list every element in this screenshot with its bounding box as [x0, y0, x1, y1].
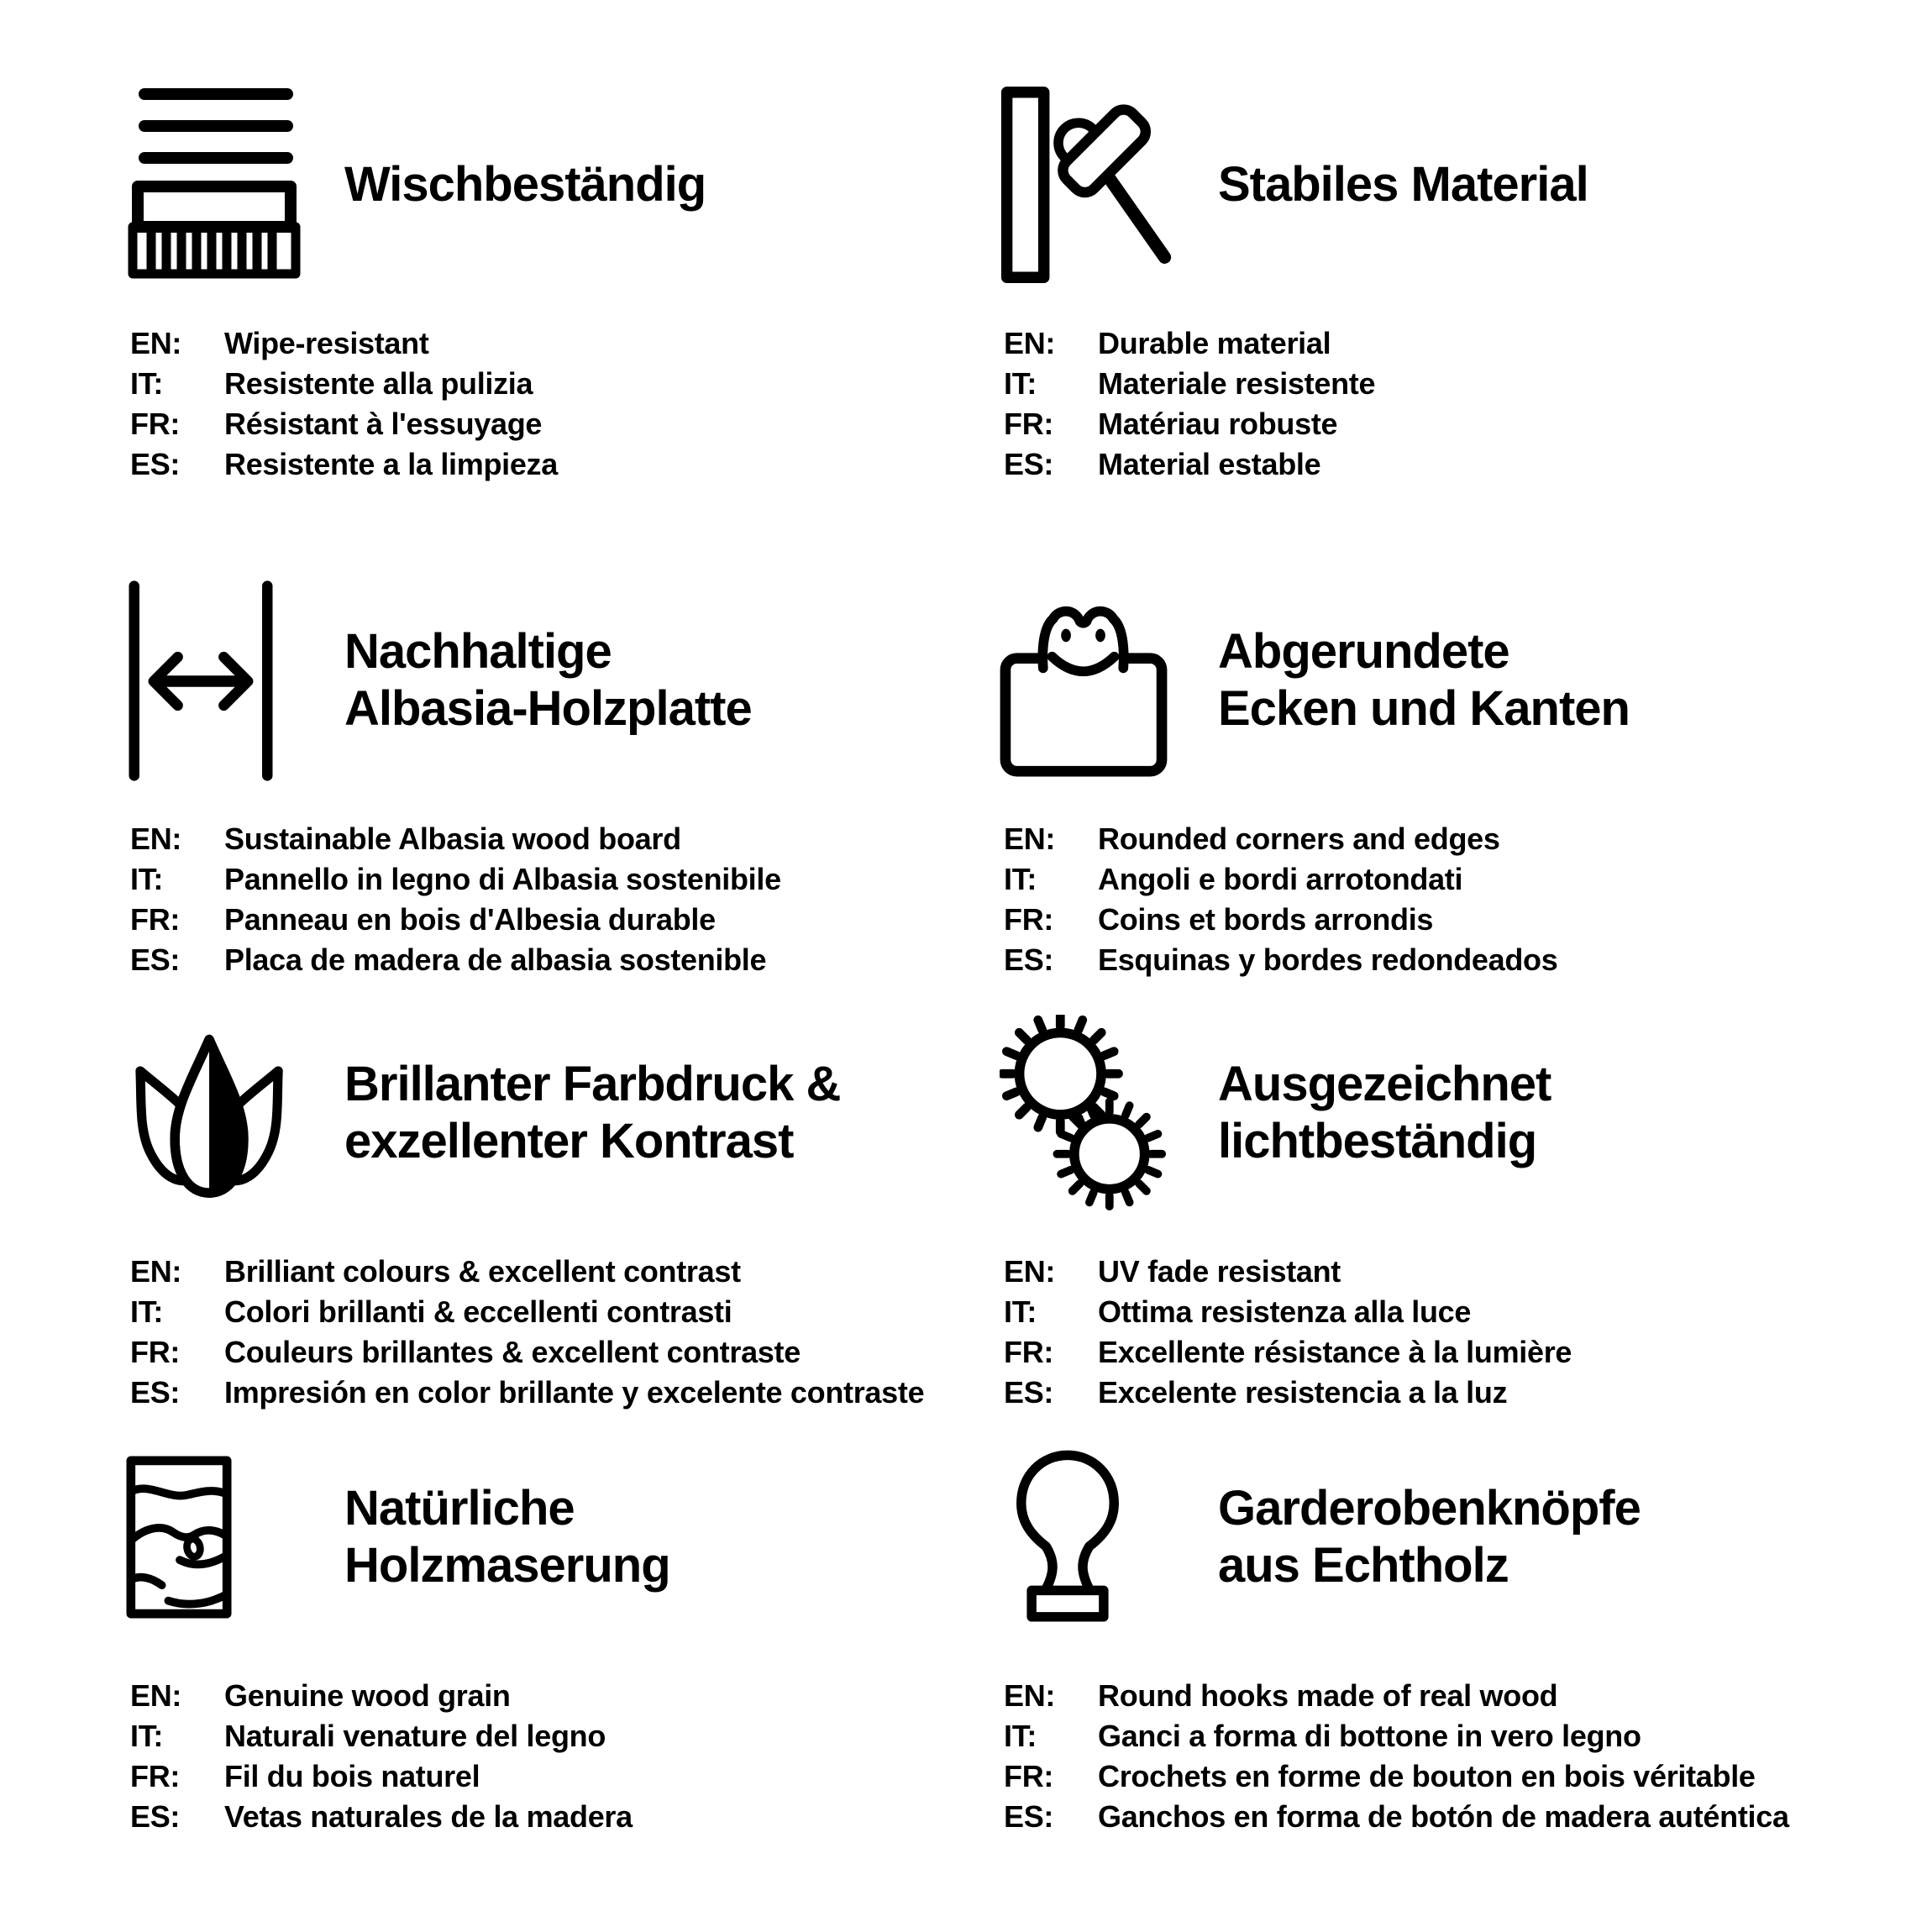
language-label: ES:: [130, 447, 181, 481]
wood-grain-icon: [126, 1456, 307, 1619]
language-label: ES:: [1004, 942, 1054, 977]
feature-title: [344, 1056, 840, 1170]
wooden-knob-icon: [1000, 1445, 1180, 1630]
feature-wooden-knobs: [1000, 1436, 1873, 1837]
language-label: EN:: [1004, 1678, 1056, 1713]
translation-text: Wipe-resistant: [224, 326, 429, 360]
translation-text: Coins et bords arrondis: [1098, 902, 1434, 937]
language-label: FR:: [1004, 407, 1054, 441]
feature-light-resistant: [1000, 1012, 1873, 1436]
title-line: Stabiles Material: [1218, 157, 1588, 212]
title-line: exzellenter Kontrast: [344, 1114, 794, 1168]
feature-header: [1000, 1436, 1873, 1638]
title-line: aus Echtholz: [1218, 1538, 1509, 1593]
translation-text: Round hooks made of real wood: [1098, 1678, 1558, 1713]
translation-text: Excelente resistencia a la luz: [1098, 1375, 1508, 1410]
language-label: IT:: [1004, 862, 1037, 896]
translation-text: Resistente alla pulizia: [224, 366, 533, 401]
translation-text: Résistant à l'essuyage: [224, 407, 543, 441]
language-label: FR:: [130, 407, 181, 441]
translation-text: Impresión en color brillante y excelente contraste: [224, 1375, 925, 1410]
feature-header: [126, 1436, 1000, 1638]
wipe-brush-icon: [126, 84, 307, 286]
feature-title: [344, 156, 706, 213]
language-label: IT:: [130, 366, 164, 401]
translation-text: Ganci a forma di bottone in vero legno: [1098, 1719, 1641, 1753]
feature-title: [1218, 156, 1588, 213]
title-line: Albasia-Holzplatte: [344, 681, 752, 736]
plank-hammer-icon: [1000, 87, 1180, 284]
title-line: Natürliche: [344, 1481, 575, 1536]
feature-title: [344, 623, 752, 738]
width-arrow-icon: [126, 578, 307, 784]
language-label: EN:: [130, 1254, 182, 1289]
translation-text: Matériau robuste: [1098, 407, 1338, 441]
language-label: IT:: [1004, 1719, 1037, 1753]
ink-drops-icon: [126, 1016, 307, 1211]
language-label: FR:: [130, 1759, 181, 1793]
translation-text: Pannello in legno di Albasia sostenibile: [224, 862, 781, 896]
feature-rounded-corners: [1000, 580, 1873, 1012]
translation-text: Excellente résistance à la lumière: [1098, 1335, 1572, 1369]
title-line: Ausgezeichnet: [1218, 1057, 1551, 1111]
translation-list: [1004, 1252, 1873, 1413]
language-label: ES:: [130, 1799, 181, 1834]
language-label: EN:: [130, 822, 182, 856]
feature-title: [1218, 1480, 1641, 1594]
feature-header: [126, 1012, 1000, 1214]
feature-header: [1000, 1012, 1873, 1214]
title-line: Abgerundete: [1218, 624, 1509, 679]
translation-text: Placa de madera de albasia sostenible: [224, 942, 767, 977]
translation-text: UV fade resistant: [1098, 1254, 1341, 1289]
feature-title: [1218, 623, 1630, 738]
translation-text: Colori brillanti & eccellenti contrasti: [224, 1294, 732, 1329]
title-line: Ecken und Kanten: [1218, 681, 1630, 736]
title-line: Nachhaltige: [344, 624, 612, 679]
language-label: IT:: [130, 862, 164, 896]
feature-brilliant-print: [126, 1012, 1000, 1436]
language-label: FR:: [130, 902, 181, 937]
title-line: Garderobenknöpfe: [1218, 1481, 1641, 1536]
feature-header: [1000, 580, 1873, 781]
frog-board-icon: [1000, 585, 1180, 777]
language-label: IT:: [1004, 1294, 1037, 1329]
language-label: FR:: [130, 1335, 181, 1369]
feature-sustainable-board: [126, 580, 1000, 1012]
title-line: Brillanter Farbdruck &: [344, 1057, 841, 1111]
translation-list: [130, 1676, 1000, 1837]
translation-text: Genuine wood grain: [224, 1678, 511, 1713]
translation-text: Brilliant colours & excellent contrast: [224, 1254, 741, 1289]
translation-text: Sustainable Albasia wood board: [224, 822, 681, 856]
translation-text: Resistente a la limpieza: [224, 447, 558, 481]
language-label: ES:: [1004, 447, 1054, 481]
translation-list: [130, 323, 1000, 485]
translation-text: Couleurs brillantes & excellent contraste: [224, 1335, 801, 1369]
language-label: EN:: [1004, 326, 1056, 360]
translation-text: Panneau en bois d'Albesia durable: [224, 902, 716, 937]
feature-title: [344, 1480, 670, 1594]
translation-text: Durable material: [1098, 326, 1331, 360]
language-label: FR:: [1004, 1759, 1054, 1793]
language-label: EN:: [130, 326, 182, 360]
translation-text: Rounded corners and edges: [1098, 822, 1500, 856]
language-label: ES:: [130, 1375, 181, 1410]
language-label: IT:: [130, 1294, 164, 1329]
language-label: EN:: [1004, 1254, 1056, 1289]
translation-text: Materiale resistente: [1098, 366, 1376, 401]
title-line: Wischbeständig: [344, 157, 706, 212]
translation-list: [1004, 323, 1873, 485]
translation-text: Angoli e bordi arrotondati: [1098, 862, 1463, 896]
feature-wipe-resistant: [126, 84, 1000, 580]
translation-text: Material estable: [1098, 447, 1321, 481]
translation-list: [130, 819, 1000, 980]
title-line: lichtbeständig: [1218, 1114, 1537, 1168]
feature-header: [126, 84, 1000, 286]
language-label: EN:: [1004, 822, 1056, 856]
translation-text: Ganchos en forma de botón de madera auténtica: [1098, 1799, 1789, 1834]
language-label: ES:: [1004, 1375, 1054, 1410]
sun-gears-icon: [1000, 1015, 1180, 1211]
language-label: FR:: [1004, 902, 1054, 937]
feature-durable-material: [1000, 84, 1873, 580]
language-label: ES:: [1004, 1799, 1054, 1834]
feature-header: [1000, 84, 1873, 286]
translation-text: Ottima resistenza alla luce: [1098, 1294, 1472, 1329]
translation-list: [1004, 819, 1873, 980]
language-label: IT:: [1004, 366, 1037, 401]
language-label: EN:: [130, 1678, 182, 1713]
feature-wood-grain: [126, 1436, 1000, 1837]
feature-title: [1218, 1056, 1551, 1170]
translation-text: Naturali venature del legno: [224, 1719, 606, 1753]
translation-list: [1004, 1676, 1873, 1837]
feature-header: [126, 580, 1000, 781]
translation-text: Crochets en forme de bouton en bois véritable: [1098, 1759, 1756, 1793]
language-label: IT:: [130, 1719, 164, 1753]
translation-text: Vetas naturales de la madera: [224, 1799, 633, 1834]
translation-list: [130, 1252, 1000, 1413]
language-label: ES:: [130, 942, 181, 977]
translation-text: Fil du bois naturel: [224, 1759, 480, 1793]
language-label: FR:: [1004, 1335, 1054, 1369]
title-line: Holzmaserung: [344, 1538, 670, 1593]
translation-text: Esquinas y bordes redondeados: [1098, 942, 1558, 977]
